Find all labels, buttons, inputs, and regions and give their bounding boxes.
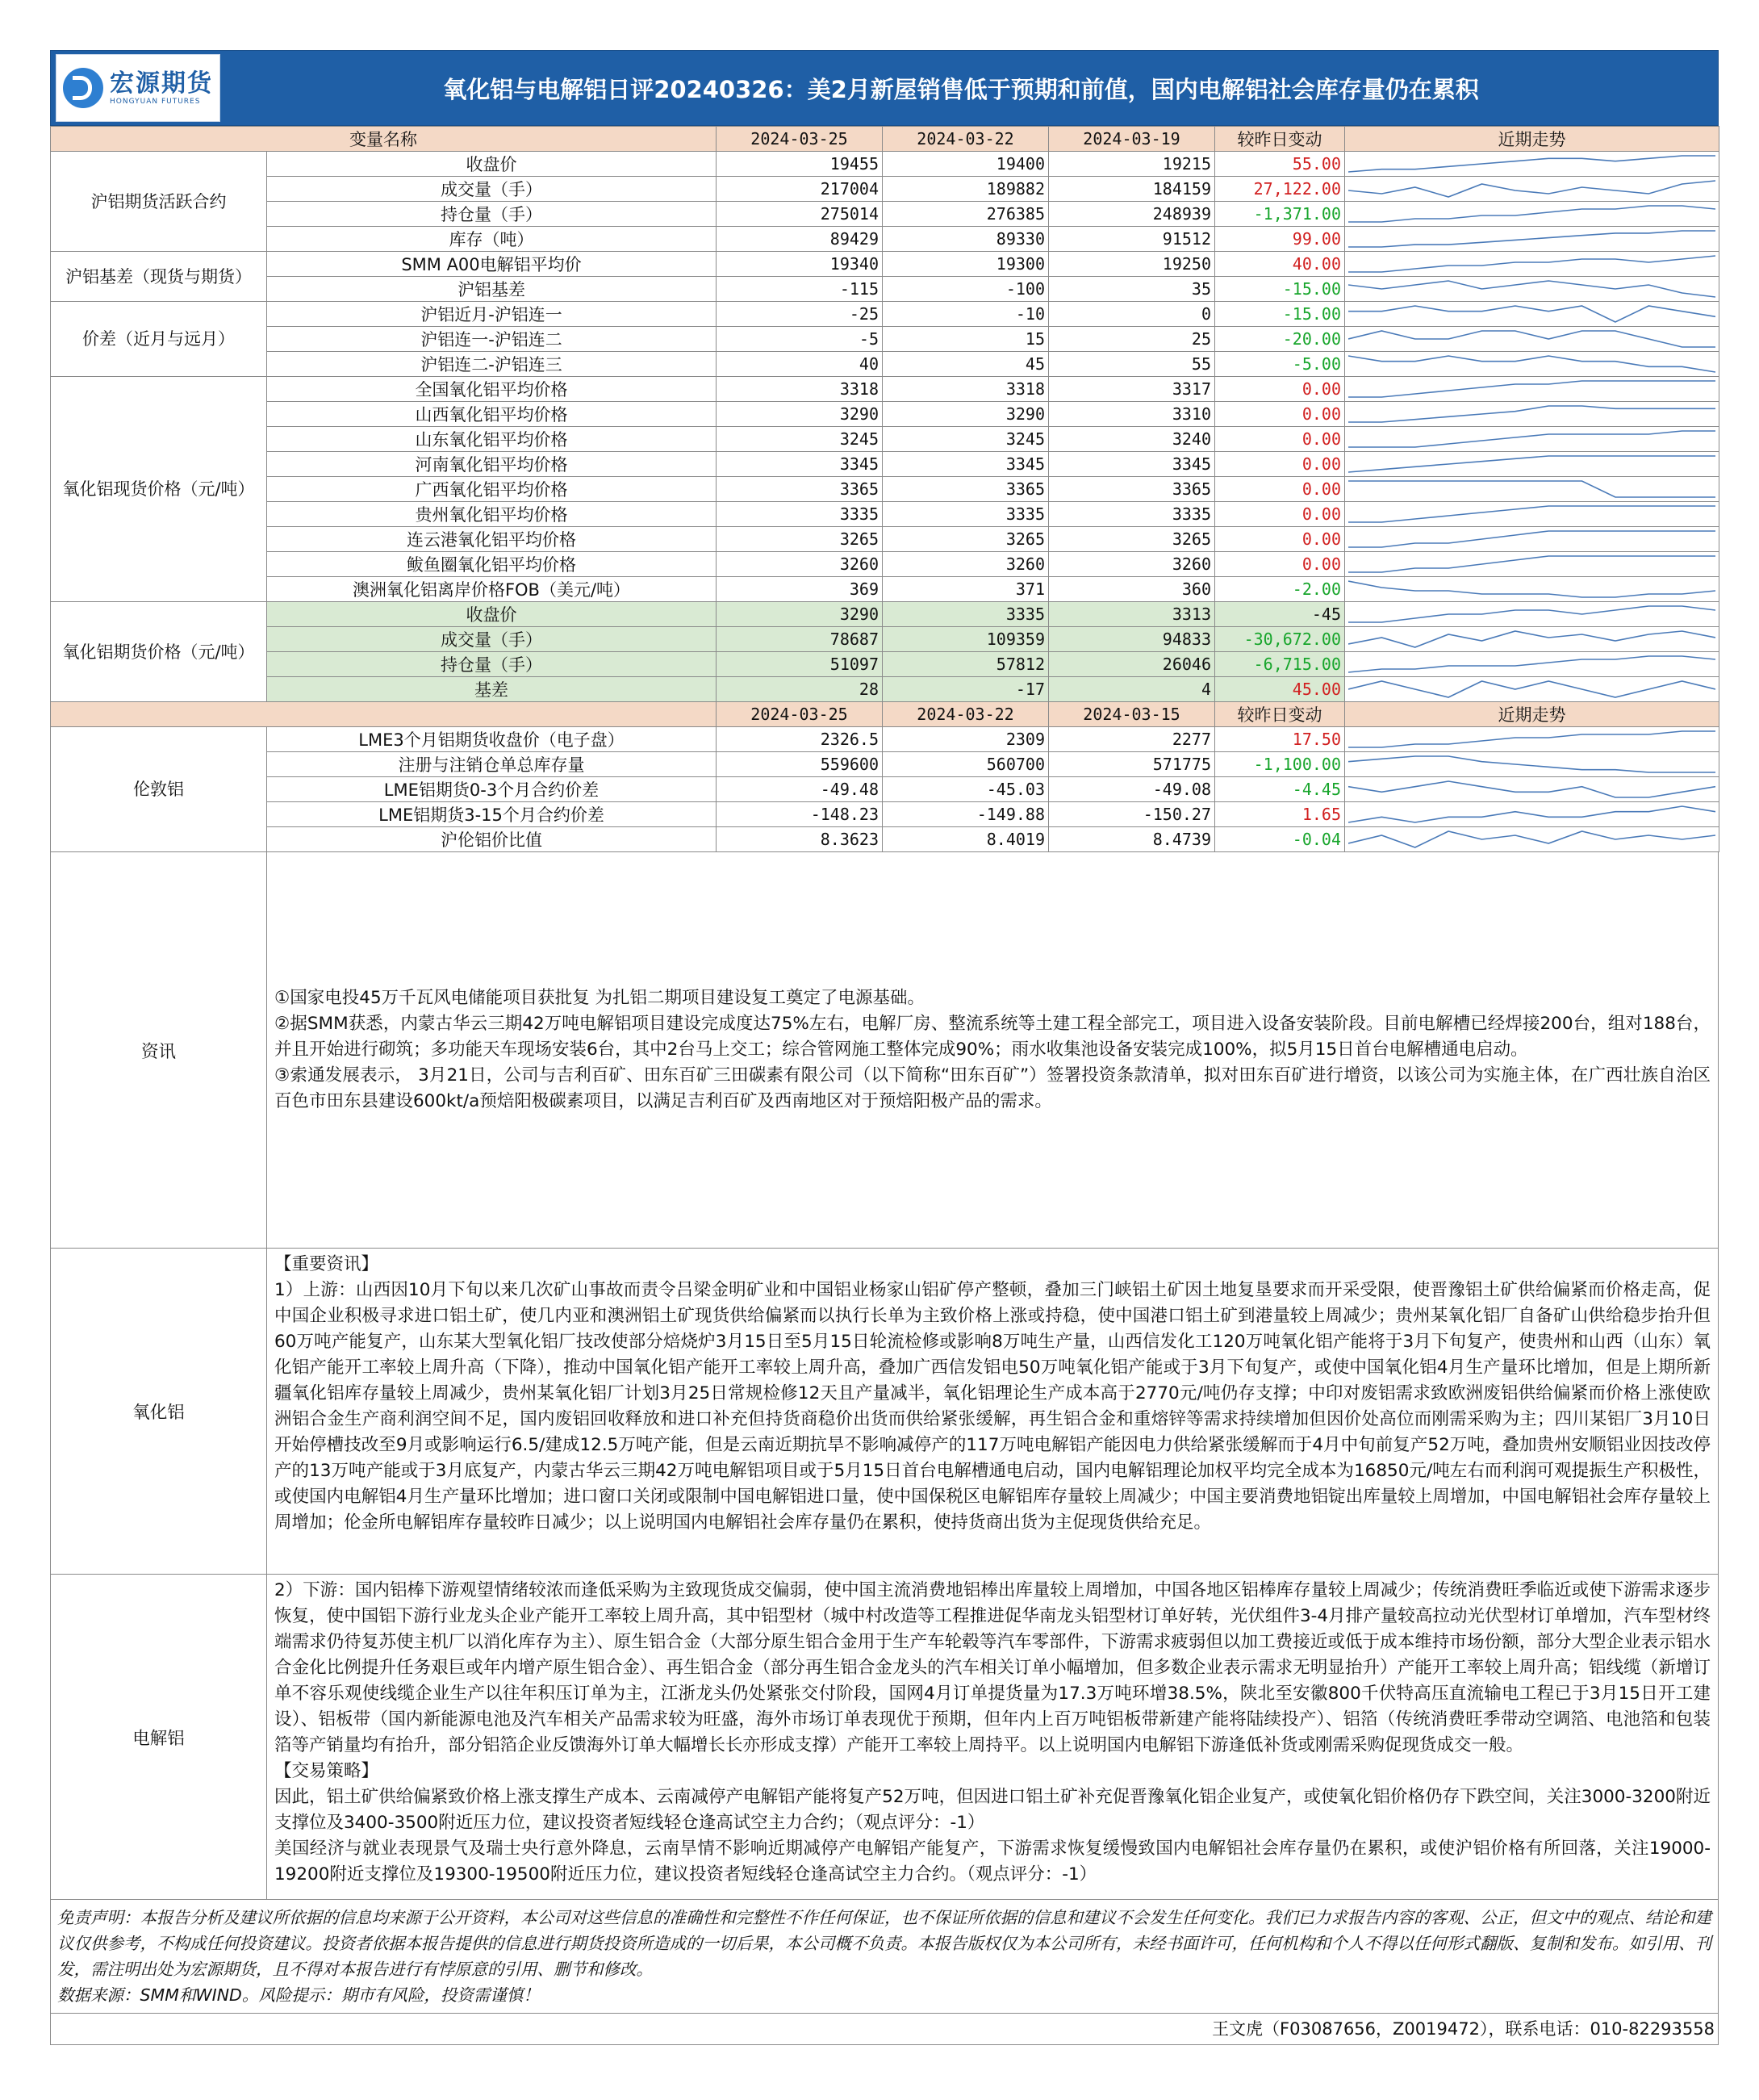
- row-variable-name: 贵州氧化铝平均价格: [267, 502, 717, 527]
- row-category: 氧化铝期货价格（元/吨）: [51, 602, 267, 702]
- header-date-2: 2024-03-22: [883, 702, 1049, 727]
- table-row: [51, 752, 1719, 777]
- row-value-v3: 35: [1049, 277, 1215, 302]
- row-change: 55.00: [1215, 152, 1345, 177]
- sparkline-series: [1348, 331, 1715, 347]
- row-value-v1: 369: [717, 577, 883, 602]
- sparkline-chart: [1348, 654, 1715, 675]
- table-header-row-lme: [51, 702, 1719, 727]
- footer-contact: 王文虎（F03087656，Z0019472），联系电话：010-82293558: [50, 2014, 1719, 2045]
- row-sparkline: [1345, 777, 1719, 802]
- row-sparkline: [1345, 802, 1719, 827]
- row-sparkline: [1345, 677, 1719, 702]
- row-value-v2: 2309: [883, 727, 1049, 752]
- sparkline-series: [1348, 656, 1715, 672]
- sparkline-chart: [1348, 379, 1715, 400]
- sparkline-chart: [1348, 429, 1715, 450]
- row-value-v2: 109359: [883, 627, 1049, 652]
- row-value-v3: 0: [1049, 302, 1215, 327]
- sparkline-chart: [1348, 554, 1715, 575]
- row-value-v2: -17: [883, 677, 1049, 702]
- sparkline-chart: [1348, 479, 1715, 500]
- sparkline-chart: [1348, 228, 1715, 249]
- row-sparkline: [1345, 652, 1719, 677]
- row-value-v2: 19300: [883, 252, 1049, 277]
- row-sparkline: [1345, 177, 1719, 202]
- sparkline-series: [1348, 481, 1715, 497]
- row-value-v1: 3345: [717, 452, 883, 477]
- row-change: 0.00: [1215, 552, 1345, 577]
- sparkline-chart: [1348, 829, 1715, 850]
- row-value-v3: 4: [1049, 677, 1215, 702]
- row-value-v2: 560700: [883, 752, 1049, 777]
- electrolytic-label: 电解铝: [51, 1575, 267, 1900]
- row-change: -15.00: [1215, 302, 1345, 327]
- logo-cn: 宏源期货: [110, 69, 213, 98]
- strategy-text: 美国经济与就业表现景气及瑞士央行意外降息，云南旱情不影响近期减停产电解铝产能复产，下游需求恢复缓慢致国内电解铝社会库存量仍在累积，或使沪铝价格有所回落，关注19000-19200附近支撑位及19300-19500附近压力位，建议投资者短线轻仓逢高试空主力合约。（观点评分：-1）: [274, 1839, 1711, 1885]
- header-change: 较昨日变动: [1215, 127, 1345, 152]
- row-value-v3: -49.08: [1049, 777, 1215, 802]
- row-value-v2: -149.88: [883, 802, 1049, 827]
- sparkline-series: [1348, 181, 1715, 197]
- row-sparkline: [1345, 227, 1719, 252]
- row-variable-name: 持仓量（手）: [267, 202, 717, 227]
- row-value-v3: 91512: [1049, 227, 1215, 252]
- row-value-v2: 3345: [883, 452, 1049, 477]
- row-value-v2: 371: [883, 577, 1049, 602]
- sparkline-chart: [1348, 278, 1715, 299]
- header-date-2: 2024-03-22: [883, 127, 1049, 152]
- row-value-v2: 189882: [883, 177, 1049, 202]
- row-value-v1: 19340: [717, 252, 883, 277]
- row-change: 0.00: [1215, 402, 1345, 427]
- sparkline-series: [1348, 256, 1715, 272]
- row-value-v1: 8.3623: [717, 827, 883, 852]
- row-variable-name: LME3个月铝期货收盘价（电子盘）: [267, 727, 717, 752]
- sparkline-series: [1348, 681, 1715, 697]
- row-sparkline: [1345, 377, 1719, 402]
- sparkline-chart: [1348, 679, 1715, 700]
- row-value-v2: 3335: [883, 602, 1049, 627]
- row-change: -1,371.00: [1215, 202, 1345, 227]
- row-value-v1: 275014: [717, 202, 883, 227]
- row-value-v2: 3365: [883, 477, 1049, 502]
- sparkline-series: [1348, 731, 1715, 747]
- row-value-v3: 360: [1049, 577, 1215, 602]
- row-variable-name: LME铝期货0-3个月合约价差: [267, 777, 717, 802]
- sparkline-chart: [1348, 629, 1715, 650]
- alumina-section: [51, 1249, 1719, 1575]
- row-change: -5.00: [1215, 352, 1345, 377]
- row-category: 沪铝期货活跃合约: [51, 152, 267, 252]
- row-sparkline: [1345, 602, 1719, 627]
- row-value-v1: 19455: [717, 152, 883, 177]
- row-sparkline: [1345, 202, 1719, 227]
- row-value-v2: -45.03: [883, 777, 1049, 802]
- news-item: ③索通发展表示， 3月21日，公司与吉利百矿、田东百矿三田碳素有限公司（以下简称“田东百矿”）签署投资条款清单，拟对田东百矿进行增资，以该公司为实施主体，在广西壮族自治区百色市田东县建设600kt/a预焙阳极碳素项目，以满足吉利百矿及西南地区对于预焙阳极产品的需求。: [274, 1065, 1711, 1111]
- row-value-v1: 78687: [717, 627, 883, 652]
- row-change: 40.00: [1215, 252, 1345, 277]
- alumina-heading: 【重要资讯】: [274, 1254, 379, 1274]
- table-row: [51, 577, 1719, 602]
- company-logo: [56, 54, 220, 122]
- row-value-v2: 3260: [883, 552, 1049, 577]
- row-change: 1.65: [1215, 802, 1345, 827]
- row-variable-name: LME铝期货3-15个月合约价差: [267, 802, 717, 827]
- row-change: 0.00: [1215, 377, 1345, 402]
- report-title: 氧化铝与电解铝日评20240326：美2月新屋销售低于预期和前值，国内电解铝社会库存量仍在累积: [443, 75, 1479, 103]
- row-value-v2: 3318: [883, 377, 1049, 402]
- row-value-v3: 248939: [1049, 202, 1215, 227]
- row-variable-name: 持仓量（手）: [267, 652, 717, 677]
- row-value-v2: -10: [883, 302, 1049, 327]
- row-variable-name: 成交量（手）: [267, 177, 717, 202]
- sparkline-series: [1348, 356, 1715, 372]
- row-value-v3: 94833: [1049, 627, 1215, 652]
- row-sparkline: [1345, 502, 1719, 527]
- news-content: [267, 852, 1719, 1249]
- row-variable-name: 注册与注销仓单总库存量: [267, 752, 717, 777]
- table-row: [51, 177, 1719, 202]
- row-change: 27,122.00: [1215, 177, 1345, 202]
- sparkline-chart: [1348, 303, 1715, 324]
- logo-en: HONGYUAN FUTURES: [110, 98, 201, 106]
- row-value-v1: -25: [717, 302, 883, 327]
- row-change: -1,100.00: [1215, 752, 1345, 777]
- sparkline-series: [1348, 431, 1715, 447]
- sparkline-series: [1348, 231, 1715, 247]
- header-date-1: 2024-03-25: [717, 702, 883, 727]
- news-item: ①国家电投45万千瓦风电储能项目获批复 为扎铝二期项目建设复工奠定了电源基础。: [274, 988, 925, 1008]
- row-value-v1: -49.48: [717, 777, 883, 802]
- row-sparkline: [1345, 352, 1719, 377]
- row-variable-name: 收盘价: [267, 152, 717, 177]
- sparkline-series: [1348, 631, 1715, 647]
- logo-mark-icon: [63, 68, 103, 108]
- sparkline-series: [1348, 406, 1715, 422]
- row-value-v3: 19250: [1049, 252, 1215, 277]
- row-value-v1: 3318: [717, 377, 883, 402]
- sparkline-series: [1348, 156, 1715, 172]
- data-source: 数据来源：SMM和WIND。风险提示：期市有风险，投资需谨慎！: [57, 1985, 540, 2005]
- row-variable-name: 山东氧化铝平均价格: [267, 427, 717, 452]
- row-variable-name: 河南氧化铝平均价格: [267, 452, 717, 477]
- table-row: [51, 502, 1719, 527]
- row-value-v3: 3310: [1049, 402, 1215, 427]
- header-date-3: 2024-03-15: [1049, 702, 1215, 727]
- row-value-v2: 3245: [883, 427, 1049, 452]
- news-section: [51, 852, 1719, 1249]
- sparkline-chart: [1348, 353, 1715, 374]
- table-row: [51, 252, 1719, 277]
- row-variable-name: 成交量（手）: [267, 627, 717, 652]
- row-sparkline: [1345, 252, 1719, 277]
- row-variable-name: SMM A00电解铝平均价: [267, 252, 717, 277]
- row-change: 17.50: [1215, 727, 1345, 752]
- header-trend: 近期走势: [1345, 127, 1719, 152]
- row-change: -45: [1215, 602, 1345, 627]
- row-value-v1: -148.23: [717, 802, 883, 827]
- row-sparkline: [1345, 277, 1719, 302]
- row-sparkline: [1345, 477, 1719, 502]
- row-change: 0.00: [1215, 502, 1345, 527]
- row-value-v1: 3365: [717, 477, 883, 502]
- row-sparkline: [1345, 427, 1719, 452]
- sparkline-chart: [1348, 203, 1715, 224]
- row-value-v2: 8.4019: [883, 827, 1049, 852]
- sparkline-chart: [1348, 504, 1715, 525]
- row-variable-name: 全国氧化铝平均价格: [267, 377, 717, 402]
- sparkline-series: [1348, 781, 1715, 797]
- row-value-v3: 26046: [1049, 652, 1215, 677]
- sparkline-chart: [1348, 253, 1715, 274]
- header-variable: 变量名称: [51, 127, 717, 152]
- row-value-v3: 8.4739: [1049, 827, 1215, 852]
- row-change: -15.00: [1215, 277, 1345, 302]
- row-value-v3: 55: [1049, 352, 1215, 377]
- row-variable-name: 鲅鱼圈氧化铝平均价格: [267, 552, 717, 577]
- row-value-v3: 571775: [1049, 752, 1215, 777]
- row-sparkline: [1345, 827, 1719, 852]
- table-row: [51, 327, 1719, 352]
- header-blank: [51, 702, 717, 727]
- row-value-v2: 57812: [883, 652, 1049, 677]
- table-row: [51, 302, 1719, 327]
- commentary-table: [50, 851, 1719, 1900]
- table-row: [51, 627, 1719, 652]
- row-sparkline: [1345, 452, 1719, 477]
- table-row: [51, 802, 1719, 827]
- header-change: 较昨日变动: [1215, 702, 1345, 727]
- row-change: -30,672.00: [1215, 627, 1345, 652]
- row-change: 0.00: [1215, 477, 1345, 502]
- header-date-1: 2024-03-25: [717, 127, 883, 152]
- row-value-v2: 276385: [883, 202, 1049, 227]
- row-change: -20.00: [1215, 327, 1345, 352]
- strategy-text: 因此，铝土矿供给偏紧致价格上涨支撑生产成本、云南减停产电解铝产能将复产52万吨，但因进口铝土矿补充促晋豫氧化铝企业复产，或使氧化铝价格仍存下跌空间，关注3000-3200附近支撑位及3400-3500附近压力位，建议投资者短线轻仓逢高试空主力合约；（观点评分：-1）: [274, 1787, 1711, 1833]
- row-value-v1: 28: [717, 677, 883, 702]
- row-value-v3: -150.27: [1049, 802, 1215, 827]
- row-value-v1: 2326.5: [717, 727, 883, 752]
- sparkline-chart: [1348, 604, 1715, 625]
- sparkline-chart: [1348, 454, 1715, 475]
- sparkline-chart: [1348, 153, 1715, 174]
- disclaimer: [50, 1900, 1719, 2014]
- sparkline-series: [1348, 581, 1715, 597]
- row-value-v3: 2277: [1049, 727, 1215, 752]
- row-value-v3: 3345: [1049, 452, 1215, 477]
- sparkline-series: [1348, 606, 1715, 622]
- row-variable-name: 基差: [267, 677, 717, 702]
- sparkline-series: [1348, 756, 1715, 772]
- alumina-text: 1）上游：山西因10月下旬以来几次矿山事故而责令吕梁金明矿业和中国铝业杨家山铝矿停产整顿，叠加三门峡铝土矿因土地复垦要求而开采受限，使晋豫铝土矿供给偏紧而价格走高，促中国企业积极寻求进口铝土矿，使几内亚和澳洲铝土矿现货供给偏紧而以执行长单为主致价格上涨或持稳，使中国港口铝土矿到港量较上周减少；贵州某氧化铝厂自备矿山供给稳步抬升但60万吨产能复产，山东某大型氧化铝厂技改使部分焙烧炉3月15日至5月15日轮流检修或影响8万吨生产量，山西信发化工120万吨氧化铝产能将于3月下旬复产，使贵州和山西（山东）氧化铝产能开工率较上周升高（下降），推动中国氧化铝产能开工率较上周升高，叠加广西信发铝电50万吨氧化铝产能或于3月下旬复产，或使中国氧化铝4月生产量环比增加，但是上期所新疆氧化铝库存量较上周减少，贵州某氧化铝厂计划3月25日常规检修12天且产量减半，氧化铝理论生产成本高于2770元/吨仍存支撑；中印对废铝需求致欧洲废铝供给偏紧而价格上涨使欧洲铝合金生产商利润空间不足，国内废铝回收释放和进口补充但持货商稳价出货而供给紧张缓解，再生铝合金和重熔锌等需求持续增加但因价处高位而刚需采购为主；四川某铝厂3月10日开始停槽技改至9月或影响运行6.5/建成12.5万吨产能，但是云南近期抗旱不影响减停产的117万吨电解铝产能因电力供给紧张缓解而于4月中旬前复产52万吨，叠加贵州安顺铝业因技改停产的13万吨产能或于3月底复产，内蒙古华云三期42万吨电解铝项目或于5月15日首台电解槽通电启动，国内电解铝理论加权平均完全成本为16850元/吨左右而利润可观提振生产积极性，或使国内电解铝4月生产量环比增加；进口窗口关闭或限制中国电解铝进口量，使中国保税区电解铝库存量较上周减少；中国主要消费地铝锭出库量较上周增加，中国电解铝社会库存量较上周增加；伦金所电解铝库存量较昨日减少；以上说明国内电解铝社会库存量仍在累积，使持货商出货为主促现货供给充足。: [274, 1280, 1711, 1533]
- sparkline-series: [1348, 831, 1715, 847]
- electrolytic-text: 2）下游：国内铝棒下游观望情绪较浓而逢低采购为主致现货成交偏弱，使中国主流消费地铝棒出库量较上周增加，中国各地区铝棒库存量较上周减少；传统消费旺季临近或使下游需求逐步恢复，使中国铝下游行业龙头企业产能开工率较上周升高，其中铝型材（城中村改造等工程推进促华南龙头铝型材订单好转，光伏组件3-4月排产量较高拉动光伏型材订单增加，汽车型材终端需求仍待复苏使主机厂以消化库存为主）、原生铝合金（大部分原生铝合金用于生产车轮毂等汽车零部件，下游需求疲弱但以加工费接近或低于成本维持市场份额，部分大型企业表示铝水合金化比例提升任务艰巨或年内增产原生铝合金）、再生铝合金（部分再生铝合金龙头的汽车相关订单小幅增加，但多数企业表示需求无明显抬升）产能开工率较上周升高；铝线缆（新增订单不容乐观使线缆企业生产以往年积压订单为主，江浙龙头仍处紧张交付阶段，国网4月订单提货量为17.3万吨环增38.5%，陕北至安徽800千伏特高压直流输电工程已于3月15日开工建设）、铝板带（国内新能源电池及汽车相关产品需求较为旺盛，海外市场订单表现优于预期，但年内上百万吨铝板带新建产能将陆续投产）、铝箔（传统消费旺季带动空调箔、电池箔和包装箔等产销量均有抬升，部分铝箔企业反馈海外订单大幅增长长亦形成支撑）产能开工率较上周持平。以上说明国内电解铝下游逢低补货或刚需采购促现货成交一般。: [274, 1580, 1711, 1755]
- row-value-v3: 19215: [1049, 152, 1215, 177]
- row-value-v1: -115: [717, 277, 883, 302]
- row-sparkline: [1345, 402, 1719, 427]
- table-row: [51, 827, 1719, 852]
- table-header-row: [51, 127, 1719, 152]
- table-row: [51, 427, 1719, 452]
- sparkline-chart: [1348, 404, 1715, 425]
- row-value-v2: 15: [883, 327, 1049, 352]
- news-label: 资讯: [51, 852, 267, 1249]
- table-row: [51, 552, 1719, 577]
- row-category: 氧化铝现货价格（元/吨）: [51, 377, 267, 602]
- sparkline-chart: [1348, 804, 1715, 825]
- row-variable-name: 沪伦铝价比值: [267, 827, 717, 852]
- row-value-v2: 3335: [883, 502, 1049, 527]
- row-value-v1: 559600: [717, 752, 883, 777]
- row-value-v1: 89429: [717, 227, 883, 252]
- sparkline-series: [1348, 456, 1715, 472]
- table-row: [51, 402, 1719, 427]
- row-sparkline: [1345, 552, 1719, 577]
- alumina-content: [267, 1249, 1719, 1575]
- row-sparkline: [1345, 627, 1719, 652]
- sparkline-series: [1348, 556, 1715, 572]
- sparkline-chart: [1348, 779, 1715, 800]
- table-row: [51, 677, 1719, 702]
- row-variable-name: 广西氧化铝平均价格: [267, 477, 717, 502]
- row-variable-name: 澳洲氧化铝离岸价格FOB（美元/吨）: [267, 577, 717, 602]
- row-value-v2: 3265: [883, 527, 1049, 552]
- header-date-3: 2024-03-19: [1049, 127, 1215, 152]
- table-row: [51, 602, 1719, 627]
- row-value-v1: -5: [717, 327, 883, 352]
- sparkline-series: [1348, 806, 1715, 822]
- row-variable-name: 山西氧化铝平均价格: [267, 402, 717, 427]
- sparkline-chart: [1348, 579, 1715, 600]
- row-value-v1: 3290: [717, 602, 883, 627]
- row-value-v3: 184159: [1049, 177, 1215, 202]
- row-variable-name: 沪铝连一-沪铝连二: [267, 327, 717, 352]
- row-change: -0.04: [1215, 827, 1345, 852]
- row-change: 45.00: [1215, 677, 1345, 702]
- row-variable-name: 沪铝近月-沪铝连一: [267, 302, 717, 327]
- row-sparkline: [1345, 727, 1719, 752]
- row-category: 价差（近月与远月）: [51, 302, 267, 377]
- row-sparkline: [1345, 327, 1719, 352]
- row-value-v1: 3260: [717, 552, 883, 577]
- row-value-v1: 3265: [717, 527, 883, 552]
- row-value-v1: 3290: [717, 402, 883, 427]
- sparkline-series: [1348, 506, 1715, 522]
- row-value-v3: 25: [1049, 327, 1215, 352]
- row-variable-name: 沪铝基差: [267, 277, 717, 302]
- sparkline-series: [1348, 281, 1715, 297]
- table-row: [51, 202, 1719, 227]
- sparkline-series: [1348, 381, 1715, 397]
- row-variable-name: 沪铝连二-沪铝连三: [267, 352, 717, 377]
- sparkline-chart: [1348, 754, 1715, 775]
- row-value-v3: 3240: [1049, 427, 1215, 452]
- disclaimer-text: 免责声明：本报告分析及建议所依据的信息均来源于公开资料，本公司对这些信息的准确性和完整性不作任何保证，也不保证所依据的信息和建议不会发生任何变化。我们已力求报告内容的客观、公正，但文中的观点、结论和建议仅供参考，不构成任何投资建议。投资者依据本报告提供的信息进行期货投资所造成的一切后果，本公司概不负责。本报告版权仅为本公司所有，未经书面许可，任何机构和个人不得以任何形式翻版、复制和发布。如引用、刊发，需注明出处为宏源期货，且不得对本报告进行有悖原意的引用、删节和修改。: [57, 1908, 1711, 1979]
- row-variable-name: 连云港氧化铝平均价格: [267, 527, 717, 552]
- table-row: [51, 227, 1719, 252]
- row-value-v1: 3245: [717, 427, 883, 452]
- table-row: [51, 527, 1719, 552]
- row-value-v2: 45: [883, 352, 1049, 377]
- row-value-v3: 3260: [1049, 552, 1215, 577]
- table-row: [51, 777, 1719, 802]
- table-row: [51, 352, 1719, 377]
- row-sparkline: [1345, 152, 1719, 177]
- row-value-v1: 3335: [717, 502, 883, 527]
- row-change: -4.45: [1215, 777, 1345, 802]
- row-variable-name: 库存（吨）: [267, 227, 717, 252]
- row-change: -6,715.00: [1215, 652, 1345, 677]
- row-category: 伦敦铝: [51, 727, 267, 852]
- row-value-v3: 3365: [1049, 477, 1215, 502]
- row-value-v3: 3265: [1049, 527, 1215, 552]
- table-row: [51, 152, 1719, 177]
- sparkline-chart: [1348, 178, 1715, 199]
- report-header: [50, 50, 1719, 126]
- row-sparkline: [1345, 302, 1719, 327]
- row-change: 0.00: [1215, 427, 1345, 452]
- row-value-v3: 3313: [1049, 602, 1215, 627]
- electrolytic-section: [51, 1575, 1719, 1900]
- sparkline-chart: [1348, 328, 1715, 349]
- data-table: [50, 126, 1719, 852]
- row-change: 0.00: [1215, 527, 1345, 552]
- row-value-v3: 3317: [1049, 377, 1215, 402]
- row-value-v2: 3290: [883, 402, 1049, 427]
- row-change: 99.00: [1215, 227, 1345, 252]
- strategy-heading: 【交易策略】: [274, 1761, 379, 1781]
- table-row: [51, 727, 1719, 752]
- sparkline-chart: [1348, 729, 1715, 750]
- row-value-v2: -100: [883, 277, 1049, 302]
- table-row: [51, 452, 1719, 477]
- sparkline-chart: [1348, 529, 1715, 550]
- header-trend: 近期走势: [1345, 702, 1719, 727]
- row-value-v1: 40: [717, 352, 883, 377]
- table-row: [51, 277, 1719, 302]
- row-value-v3: 3335: [1049, 502, 1215, 527]
- row-sparkline: [1345, 527, 1719, 552]
- report-sheet: [50, 50, 1719, 2045]
- row-sparkline: [1345, 752, 1719, 777]
- electrolytic-content: [267, 1575, 1719, 1900]
- alumina-label: 氧化铝: [51, 1249, 267, 1575]
- table-row: [51, 652, 1719, 677]
- news-item: ②据SMM获悉，内蒙古华云三期42万吨电解铝项目建设完成度达75%左右，电解厂房、整流系统等土建工程全部完工，项目进入设备安装阶段。目前电解槽已经焊接200台，组对188台，并且开始进行砌筑；多功能天车现场安装6台，其中2台马上交工；综合管网施工整体完成90%；雨水收集池设备安装完成100%，拟5月15日首台电解槽通电启动。: [274, 1014, 1711, 1060]
- row-value-v2: 19400: [883, 152, 1049, 177]
- row-change: 0.00: [1215, 452, 1345, 477]
- row-category: 沪铝基差（现货与期货）: [51, 252, 267, 302]
- row-value-v1: 217004: [717, 177, 883, 202]
- sparkline-series: [1348, 306, 1715, 322]
- row-change: -2.00: [1215, 577, 1345, 602]
- row-sparkline: [1345, 577, 1719, 602]
- table-row: [51, 377, 1719, 402]
- row-value-v2: 89330: [883, 227, 1049, 252]
- table-row: [51, 477, 1719, 502]
- sparkline-series: [1348, 531, 1715, 547]
- row-value-v1: 51097: [717, 652, 883, 677]
- row-variable-name: 收盘价: [267, 602, 717, 627]
- sparkline-series: [1348, 206, 1715, 222]
